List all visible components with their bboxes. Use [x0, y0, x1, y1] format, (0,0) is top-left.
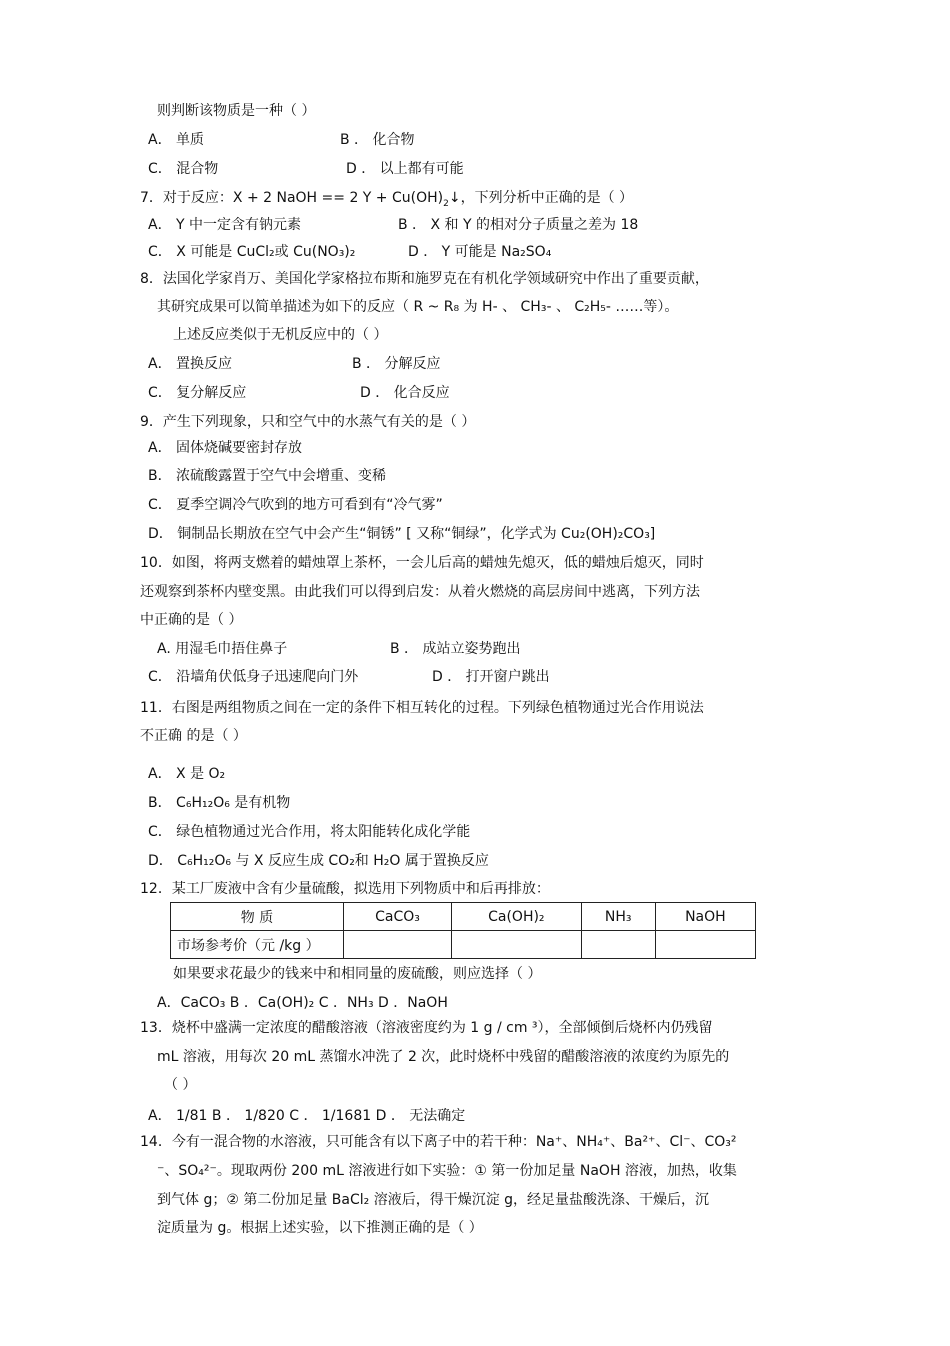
option-b: B ． 分解反应: [352, 356, 441, 372]
question-8: 8．法国化学家肖万、美国化学家格拉布斯和施罗克在有机化学领域研究中作出了重要贡献，: [140, 271, 709, 287]
table-cell: [655, 931, 755, 959]
options-line: A．CaCO₃ B ．Ca(OH)₂ C ．NH₃ D ．NaOH: [157, 995, 448, 1011]
table-header-cell: NaOH: [655, 903, 755, 931]
text-line: 淀质量为 g。根据上述实验，以下推测正确的是（ ）: [157, 1220, 483, 1236]
text-line: （ ）: [164, 1077, 197, 1093]
option-a: A． 置换反应: [148, 356, 233, 372]
text-line: 不正确 的是（ ）: [140, 728, 247, 744]
question-9: 9．产生下列现象，只和空气中的水蒸气有关的是（ ）: [140, 414, 476, 430]
question-10: 10．如图，将两支燃着的蜡烛罩上茶杯，一会儿后高的蜡烛先熄灭，低的蜡烛后熄灭，同时: [140, 555, 704, 571]
question-13: 13．烧杯中盛满一定浓度的醋酸溶液（溶液密度约为 1 g / cm ³），全部倾倒后烧杯内仍残留: [140, 1020, 713, 1036]
table-cell: [344, 931, 452, 959]
option-c: C． 绿色植物通过光合作用，将太阳能转化成化学能: [148, 824, 471, 840]
options-line: A． 1/81 B ． 1/820 C ． 1/1681 D ． 无法确定: [148, 1108, 466, 1124]
table-header-cell: 物 质: [171, 903, 344, 931]
option-c: C． 混合物: [148, 161, 219, 177]
option-a: A． 固体烧碱要密封存放: [148, 440, 303, 456]
text-line: ⁻、SO₄²⁻。现取两份 200 mL 溶液进行如下实验：① 第一份加足量 NaOH 溶液，加热，收集: [157, 1163, 737, 1179]
table-header-cell: Ca(OH)₂: [451, 903, 581, 931]
option-b: B． 浓硫酸露置于空气中会增重、变稀: [148, 468, 387, 484]
text-line: 如果要求花最少的钱来中和相同量的废硫酸，则应选择（ ）: [173, 966, 542, 982]
option-d: D ． 打开窗户跳出: [432, 669, 550, 685]
table-header-cell: CaCO₃: [344, 903, 452, 931]
table-cell: [581, 931, 655, 959]
option-c: C． 复分解反应: [148, 385, 247, 401]
option-b: B ． 化合物: [340, 132, 415, 148]
price-table: [170, 902, 756, 959]
option-b: B ． X 和 Y 的相对分子质量之差为 18: [398, 217, 639, 233]
question-14: 14．今有一混合物的水溶液，只可能含有以下离子中的若干种：Na⁺、NH₄⁺、Ba²⁺、Cl⁻、CO₃²: [140, 1134, 737, 1150]
option-c: C． 夏季空调冷气吹到的地方可看到有“冷气雾”: [148, 497, 443, 513]
option-a: A． 单质: [148, 132, 205, 148]
table-row: [171, 931, 756, 959]
text-line: 其研究成果可以简单描述为如下的反应（ R ~ R₈ 为 H- 、 CH₃- 、 C₂H₅- ……等）。: [157, 299, 679, 315]
table-cell: [451, 931, 581, 959]
text-line: mL 溶液，用每次 20 mL 蒸馏水冲洗了 2 次，此时烧杯中残留的醋酸溶液的浓度约为原先的: [157, 1049, 730, 1065]
table-row-label: 市场参考价（元 /kg ）: [171, 931, 344, 959]
text-line: 还观察到茶杯内壁变黑。由此我们可以得到启发：从着火燃烧的高层房间中逃离，下列方法: [140, 584, 700, 600]
option-d: D ． 以上都有可能: [346, 161, 464, 177]
option-d: D ． Y 可能是 Na₂SO₄: [408, 244, 552, 260]
table-header-row: [171, 903, 756, 931]
text-line: 上述反应类似于无机反应中的（ ）: [173, 327, 388, 343]
question-11: 11．右图是两组物质之间在一定的条件下相互转化的过程。下列绿色植物通过光合作用说法: [140, 700, 704, 716]
question-7: 7．对于反应：X + 2 NaOH == 2 $Y + Cu(OH)_2↓$，下列分析中正确的是（ ）: [140, 190, 634, 209]
option-d: D ． 化合反应: [360, 385, 450, 401]
option-a: A． Y 中一定含有钠元素: [148, 217, 302, 233]
text-line: 则判断该物质是一种（ ）: [157, 103, 316, 119]
option-b: B ． 成站立姿势跑出: [390, 641, 521, 657]
option-c: C． 沿墙角伏低身子迅速爬向门外: [148, 669, 359, 685]
table-header-cell: NH₃: [581, 903, 655, 931]
option-a: A． X 是 O₂: [148, 766, 226, 782]
option-a: A. 用湿毛巾捂住鼻子: [157, 641, 288, 657]
question-12: 12．某工厂废液中含有少量硫酸，拟选用下列物质中和后再排放：: [140, 881, 550, 897]
option-b: B． C₆H₁₂O₆ 是有机物: [148, 795, 291, 811]
option-d: D． 铜制品长期放在空气中会产生“铜锈” [ 又称“铜绿”，化学式为 Cu₂(OH)₂CO₃]: [148, 526, 656, 542]
option-c: C． X 可能是 CuCl₂或 Cu(NO₃)₂: [148, 244, 356, 260]
option-d: D． C₆H₁₂O₆ 与 X 反应生成 CO₂和 H₂O 属于置换反应: [148, 853, 489, 869]
text-line: 中正确的是（ ）: [140, 612, 243, 628]
text-line: 到气体 g；② 第二份加足量 BaCl₂ 溶液后，得干燥沉淀 g，经足量盐酸洗涤、干燥后，沉: [157, 1192, 710, 1208]
